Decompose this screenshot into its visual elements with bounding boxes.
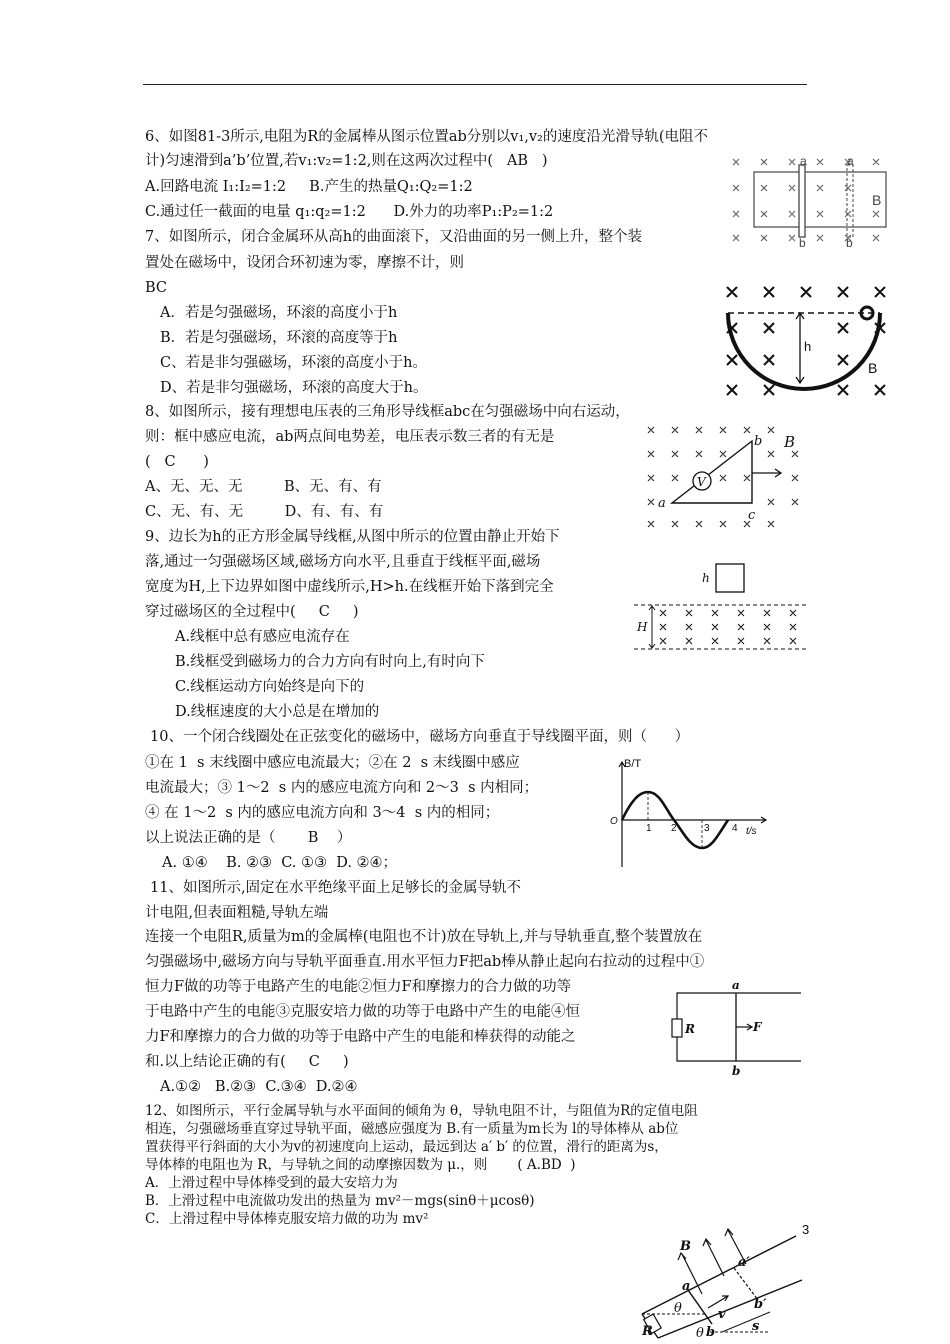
q6-line-2: 计)匀速滑到a’b’位置,若v₁:v₂=1:2,则在这两次过程中( AB )	[145, 153, 548, 169]
q11-line-4: 匀强磁场中,磁场方向与导轨平面垂直.用水平恒力F把ab棒从静止起向右拉动的过程中①	[145, 954, 705, 970]
label-b-prime: b	[846, 236, 853, 247]
q9-line-1: 9、边长为h的正方形金属导线框,从图中所示的位置由静止开始下	[145, 529, 560, 545]
label-b: b	[799, 236, 806, 247]
q7-line-2: 置处在磁场中，设闭合环初速为零，摩擦不计，则	[145, 255, 464, 271]
q9-line-4: 穿过磁场区的全过程中( C )	[145, 604, 359, 620]
q10-line-3: 电流最大；③ 1～2 s 内的感应电流方向和 2～3 s 内相同；	[145, 780, 539, 796]
square-frame	[716, 564, 744, 592]
q10-line-4: ④ 在 1～2 s 内的感应电流方向和 3～4 s 内的相同；	[145, 805, 500, 821]
x-axis-label: t/s	[746, 826, 757, 837]
triangle-frame	[672, 441, 752, 503]
q7-option-a: A．若是匀强磁场，环滚的高度小于h	[160, 305, 398, 321]
label-H: H	[637, 620, 648, 634]
label-a: a	[658, 496, 666, 511]
q12-figure	[620, 1220, 804, 1342]
rod-ab	[688, 1290, 712, 1324]
q10-line-1: 10、一个闭合线圈处在正弦变化的磁场中，磁场方向垂直于导线圈平面，则（ ）	[150, 729, 690, 745]
rod-ab	[799, 165, 805, 237]
q12-line-3: 置获得平行斜面的大小为v的初速度向上运动，最远到达 a′ b′ 的位置，滑行的距离为s，	[145, 1139, 668, 1155]
q12-line-1: 12、如图所示，平行金属导轨与水平面间的倾角为 θ，导轨电阻不计，与阻值为R的定值电阻	[145, 1103, 698, 1119]
rod-a-prime-b-prime	[847, 165, 853, 237]
tick-1: 1	[646, 823, 652, 834]
q12-option-b: B．上滑过程中电流做功发出的热量为 mv²－mgs(sinθ＋μcosθ)	[145, 1193, 535, 1209]
q11-options: A.①② B.②③ C.③④ D.②④	[160, 1079, 358, 1095]
label-s: s	[752, 1319, 760, 1334]
q11-line-5: 恒力F做的功等于电路产生的电能②恒力F和摩擦力的合力做的功等	[145, 979, 572, 995]
label-v: v	[718, 1307, 726, 1322]
q8-option-ab: A、无、无、无 B、无、有、有	[145, 479, 382, 495]
q11-figure	[665, 983, 805, 1075]
q10-figure	[608, 755, 772, 873]
voltmeter-label: V	[697, 475, 706, 489]
q7-option-d: D、若是非匀强磁场，环滚的高度大于h。	[160, 380, 428, 396]
q6-line-1: 6、如图81-3所示,电阻为R的金属棒从图示位置ab分别以v₁,v₂的速度沿光滑导轨(电阻不	[145, 129, 709, 145]
upper-rail	[642, 1236, 796, 1314]
q6-figure	[726, 155, 904, 247]
q6-option-ab: A.回路电流 I₁:I₂=1:2 B.产生的热量Q₁:Q₂=1:2	[145, 179, 473, 195]
label-h: h	[702, 571, 710, 585]
label-a-prime: a′	[738, 1255, 750, 1270]
q9-option-b: B.线框受到磁场力的合力方向有时向上,有时向下	[175, 654, 485, 670]
tick-4: 4	[732, 823, 738, 834]
rail-frame	[754, 172, 886, 227]
q12-line-2: 相连，匀强磁场垂直穿过导轨平面，磁感应强度为 B.有一质量为m长为 l的导体棒从 ab位	[145, 1121, 679, 1137]
q8-figure	[644, 421, 812, 533]
label-b: b	[706, 1325, 716, 1340]
label-theta-1: θ	[674, 1301, 682, 1316]
q7-option-c: C、若是非匀强磁场，环滚的高度小于h。	[160, 355, 427, 371]
q7-answer: BC	[145, 280, 168, 296]
q9-line-3: 宽度为H,上下边界如图中虚线所示,H>h.在线框开始下落到完全	[145, 579, 554, 595]
label-B: B	[680, 1239, 691, 1254]
q9-option-c: C.线框运动方向始终是向下的	[175, 679, 365, 695]
q9-option-a: A.线框中总有感应电流存在	[175, 629, 350, 645]
q11-line-6: 于电路中产生的电能③克服安培力做的功等于电路中产生的电能④恒	[145, 1004, 580, 1020]
q9-option-d: D.线框速度的大小总是在增加的	[175, 704, 380, 720]
magnetic-field-crosses	[733, 159, 882, 241]
q9-line-2: 落,通过一匀强磁场区域,磁场方向水平,且垂直于线框平面,磁场	[145, 554, 541, 570]
q12-option-a: A．上滑过程中导体棒受到的最大安培力为	[145, 1175, 398, 1191]
q10-line-2: ①在 1 s 末线圈中感应电流最大；②在 2 s 末线圈中感应	[145, 755, 520, 771]
label-a-prime: a	[847, 155, 854, 168]
q9-figure	[632, 558, 808, 654]
q11-line-7: 力F和摩擦力的合力做的功等于电路中产生的电能和棒获得的动能之	[145, 1029, 576, 1045]
resistor-R	[672, 1019, 682, 1037]
label-a: a	[732, 983, 740, 992]
label-b: b	[732, 1064, 741, 1075]
q7-option-b: B．若是匀强磁场，环滚的高度等于h	[160, 330, 398, 346]
label-a: a	[682, 1279, 691, 1294]
page-number: 3	[802, 1222, 810, 1237]
label-B: B	[872, 192, 882, 208]
tick-3: 3	[704, 823, 710, 834]
header-rule	[143, 84, 807, 85]
q12-line-4: 导体棒的电阻也为 R，与导轨之间的动摩擦因数为 μ.，则 ( A.BD )	[145, 1157, 576, 1173]
label-b-prime: b′	[754, 1297, 767, 1312]
label-R: R	[642, 1324, 653, 1339]
label-h: h	[804, 339, 812, 354]
q8-answer: ( C )	[145, 454, 209, 470]
q10-line-5: 以上说法正确的是（ B ）	[145, 830, 352, 846]
q8-option-cd: C、无、有、无 D、有、有、有	[145, 504, 384, 520]
q7-line-1: 7、如图所示，闭合金属环从高h的曲面滚下，又沿曲面的另一侧上升，整个装	[145, 229, 643, 245]
q6-option-cd: C.通过任一截面的电量 q₁:q₂=1:2 D.外力的功率P₁:P₂=1:2	[145, 204, 554, 220]
q8-line-1: 8、如图所示，接有理想电压表的三角形导线框abc在匀强磁场中向右运动，	[145, 404, 630, 420]
q12-option-c: C．上滑过程中导体棒克服安培力做的功为 mv²	[145, 1211, 429, 1227]
label-c: c	[748, 508, 756, 523]
q11-line-3: 连接一个电阻R,质量为m的金属棒(电阻也不计)放在导轨上,并与导轨垂直,整个装置放在	[145, 929, 703, 945]
label-b: b	[754, 434, 763, 449]
label-R: R	[685, 1022, 695, 1036]
q11-line-2: 计电阻,但表面粗糙,导轨左端	[145, 905, 329, 921]
q11-line-8: 和.以上结论正确的有( C )	[145, 1054, 349, 1070]
q8-line-2: 则：框中感应电流，ab两点间电势差，电压表示数三者的有无是	[145, 429, 555, 445]
label-theta-2: θ	[696, 1326, 704, 1341]
rod-a-prime-b-prime	[734, 1268, 758, 1300]
q11-line-1: 11、如图所示,固定在水平绝缘平面上足够长的金属导轨不	[150, 880, 522, 896]
distance-marker	[722, 1312, 770, 1332]
label-F: F	[753, 1020, 762, 1034]
origin-label: O	[610, 816, 618, 827]
label-a: a	[800, 155, 807, 168]
y-axis-label: B/T	[624, 758, 642, 770]
q10-options: A. ①④ B. ②③ C. ①③ D. ②④；	[162, 855, 398, 871]
label-B: B	[868, 360, 878, 376]
q7-figure	[720, 283, 898, 401]
label-B: B	[784, 433, 796, 451]
tick-2: 2	[671, 823, 677, 834]
